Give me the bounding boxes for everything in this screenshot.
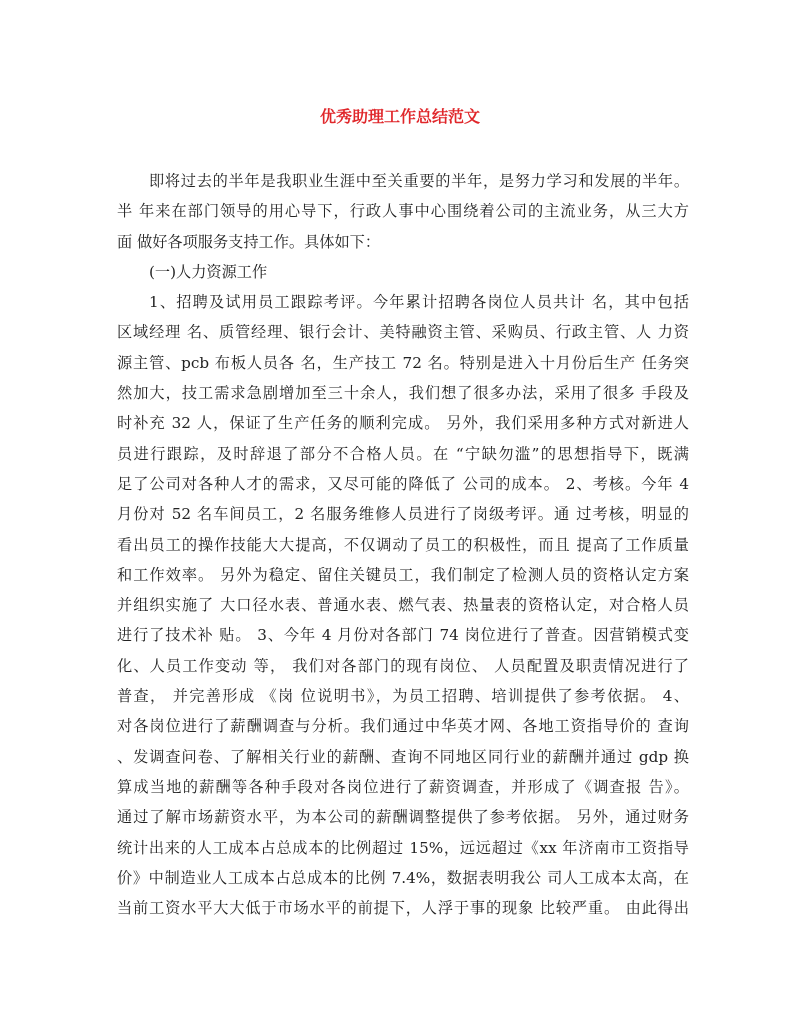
text-line: 、发调查问卷、了解相关行业的薪酬、查询不同地区同行业的薪酬并通过 gdp 换 — [117, 747, 689, 766]
text-line: 即将过去的半年是我职业生涯中至关重要的半年，是努力学习和发展的半年。 — [149, 172, 689, 190]
text-line: 通过了解市场薪资水平，为本公司的薪酬调整提供了参考依据。 另外，通过财务 — [117, 808, 689, 827]
text-line: 看出员工的操作技能大大提高，不仅调动了员工的积极性，而且 提高了工作质量 — [117, 535, 689, 554]
text-line: 然加大，技工需求急剧增加至三十余人，我们想了很多办法，采用了很多 手段及 — [117, 384, 689, 403]
text-line: 并组织实施了 大口径水表、普通水表、燃气表、热量表的资格认定，对合格人员 — [117, 596, 689, 615]
text-line: 区域经理 名、质管经理、银行会计、美特融资主管、采购员、行政主管、人 力资 — [117, 323, 689, 342]
text-line: 统计出来的人工成本占总成本的比例超过 15%，远远超过《xx 年济南市工资指导 — [117, 838, 689, 857]
text-line: 化、人员工作变动 等， 我们对各部门的现有岗位、 人员配置及职责情况进行了 — [117, 656, 689, 675]
text-line: 普查， 并完善形成 《岗 位说明书》，为员工招聘、培训提供了参考依据。 4、 — [117, 687, 689, 706]
text-line: 员进行跟踪，及时辞退了部分不合格人员。在 “宁缺勿滥”的思想指导下，既满 — [117, 444, 689, 463]
text-line: 价》中制造业人工成本占总成本的比例 7.4%，数据表明我公 司人工成本太高，在 — [117, 868, 689, 887]
text-line: 源主管、pcb 布板人员各 名，生产技工 72 名。特别是进入十月份后生产 任务突 — [117, 353, 689, 372]
text-line: 算成当地的薪酬等各种手段对各岗位进行了薪资调查，并形成了《调查报 告》。 — [117, 777, 689, 796]
text-line: 1、招聘及试用员工跟踪考评。今年累计招聘各岗位人员共计 名，其中包括 — [149, 293, 689, 312]
text-line: 进行了技术补 贴。 3、今年 4 月份对各部门 74 岗位进行了普查。因营销模式变 — [117, 626, 689, 645]
text-line: 半 年来在部门领导的用心导下，行政人事中心围绕着公司的主流业务，从三大方 — [117, 202, 689, 221]
text-line: 和工作效率。 另外为稳定、留住关键员工，我们制定了检测人员的资格认定方案 — [117, 565, 689, 584]
text-line: 当前工资水平大大低于市场水平的前提下，人浮于事的现象 比较严重。 由此得出 — [117, 899, 689, 918]
document-title: 优秀助理工作总结范文 — [319, 107, 480, 126]
text-line: 时补充 32 人，保证了生产任务的顺利完成。 另外，我们采用多种方式对新进人 — [117, 414, 689, 433]
text-line: 面 做好各项服务支持工作。具体如下： — [117, 232, 381, 251]
text-line: 足了公司对各种人才的需求，又尽可能的降低了 公司的成本。 2、考核。今年 4 — [117, 474, 689, 493]
section-heading: (一)人力资源工作 — [149, 262, 268, 281]
text-line: 月份对 52 名车间员工，2 名服务维修人员进行了岗级考评。通 过考核，明显的 — [117, 505, 689, 524]
document-body — [117, 166, 689, 923]
text-line: 对各岗位进行了薪酬调查与分析。我们通过中华英才网、各地工资指导价的 查询 — [117, 717, 689, 736]
